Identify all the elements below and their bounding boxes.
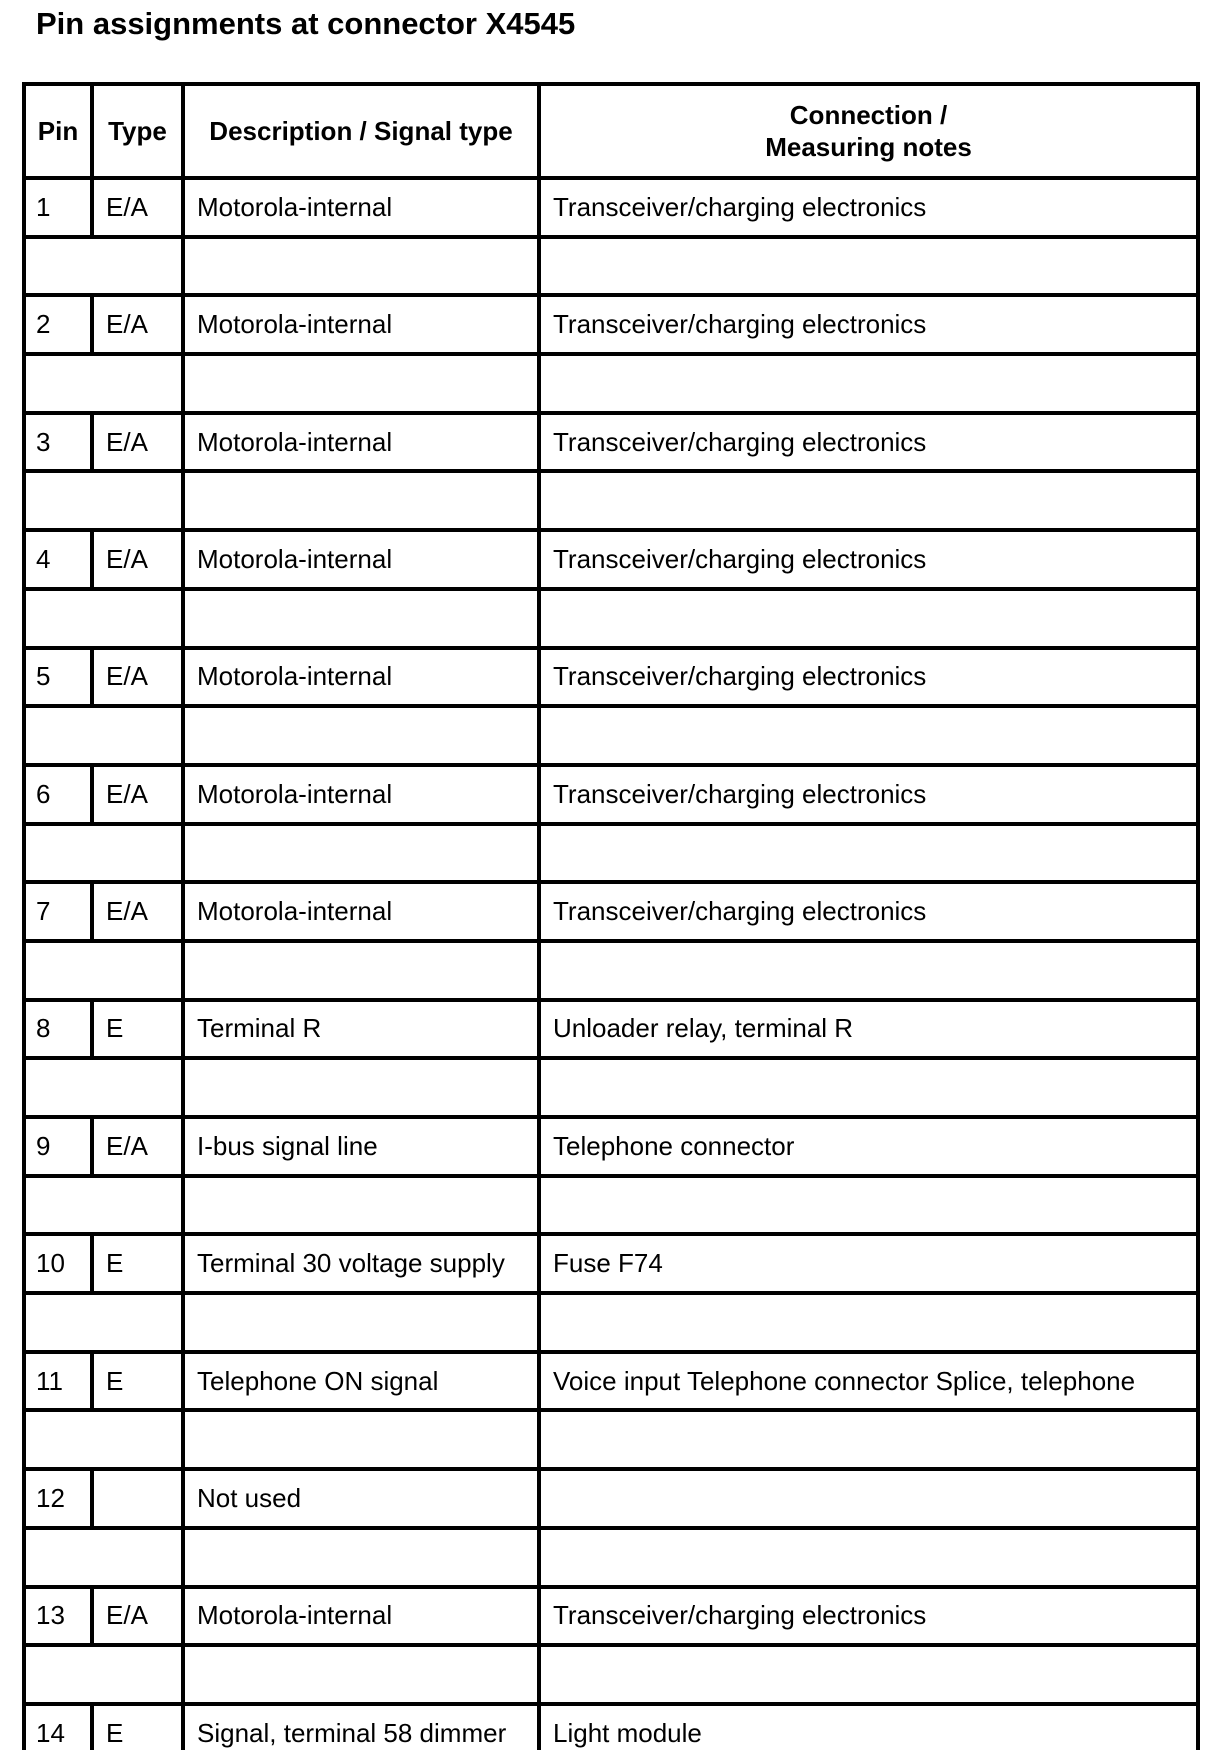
pin-cell: 9 xyxy=(26,1119,90,1174)
header-measuring-line: Measuring notes xyxy=(765,132,972,162)
spacer-cell xyxy=(541,943,1196,998)
description-cell: I-bus signal line xyxy=(185,1119,537,1174)
description-cell: Motorola-internal xyxy=(185,884,537,939)
type-cell: E/A xyxy=(94,532,181,587)
spacer-cell xyxy=(541,1647,1196,1702)
pin-cell: 12 xyxy=(26,1471,90,1526)
spacer-cell xyxy=(26,473,181,528)
header-connection-line: Connection / xyxy=(789,100,948,130)
pin-cell: 8 xyxy=(26,1002,90,1057)
type-cell: E/A xyxy=(94,415,181,470)
spacer-cell xyxy=(26,356,181,411)
type-cell: E/A xyxy=(94,650,181,705)
pin-cell: 4 xyxy=(26,532,90,587)
spacer-cell xyxy=(185,1295,537,1350)
description-cell: Motorola-internal xyxy=(185,415,537,470)
spacer-cell xyxy=(185,708,537,763)
pin-assignment-table xyxy=(22,82,1200,1750)
type-cell: E xyxy=(94,1002,181,1057)
description-cell: Telephone ON signal xyxy=(185,1354,537,1409)
spacer-cell xyxy=(26,1647,181,1702)
header-type: Type xyxy=(94,86,181,176)
description-cell: Motorola-internal xyxy=(185,532,537,587)
notes-cell: Fuse F74 xyxy=(541,1236,1196,1291)
spacer-cell xyxy=(185,356,537,411)
spacer-cell xyxy=(26,1060,181,1115)
description-cell: Motorola-internal xyxy=(185,767,537,822)
spacer-cell xyxy=(185,826,537,881)
type-cell: E xyxy=(94,1354,181,1409)
spacer-cell xyxy=(26,1295,181,1350)
spacer-cell xyxy=(26,239,181,294)
type-cell: E/A xyxy=(94,1119,181,1174)
spacer-cell xyxy=(26,826,181,881)
type-cell: E xyxy=(94,1236,181,1291)
notes-cell xyxy=(541,1471,1196,1526)
spacer-cell xyxy=(185,473,537,528)
spacer-cell xyxy=(541,356,1196,411)
notes-cell: Voice input Telephone connector Splice, telephone xyxy=(541,1354,1196,1409)
pin-cell: 3 xyxy=(26,415,90,470)
type-cell xyxy=(94,1471,181,1526)
pin-cell: 11 xyxy=(26,1354,90,1409)
pin-cell: 10 xyxy=(26,1236,90,1291)
spacer-cell xyxy=(26,1412,181,1467)
description-cell: Terminal 30 voltage supply xyxy=(185,1236,537,1291)
spacer-cell xyxy=(185,1060,537,1115)
notes-cell: Light module xyxy=(541,1706,1196,1761)
spacer-cell xyxy=(541,473,1196,528)
notes-cell: Transceiver/charging electronics xyxy=(541,884,1196,939)
description-cell: Not used xyxy=(185,1471,537,1526)
description-cell: Terminal R xyxy=(185,1002,537,1057)
type-cell: E/A xyxy=(94,884,181,939)
pin-cell: 6 xyxy=(26,767,90,822)
notes-cell: Transceiver/charging electronics xyxy=(541,415,1196,470)
spacer-cell xyxy=(26,1178,181,1233)
description-cell: Motorola-internal xyxy=(185,650,537,705)
description-cell: Motorola-internal xyxy=(185,297,537,352)
notes-cell: Transceiver/charging electronics xyxy=(541,297,1196,352)
type-cell: E xyxy=(94,1706,181,1761)
notes-cell: Telephone connector xyxy=(541,1119,1196,1174)
spacer-cell xyxy=(541,1530,1196,1585)
type-cell: E/A xyxy=(94,767,181,822)
spacer-cell xyxy=(185,1412,537,1467)
notes-cell: Transceiver/charging electronics xyxy=(541,532,1196,587)
spacer-cell xyxy=(185,239,537,294)
notes-cell: Transceiver/charging electronics xyxy=(541,767,1196,822)
spacer-cell xyxy=(541,826,1196,881)
spacer-cell xyxy=(185,1178,537,1233)
spacer-cell xyxy=(26,943,181,998)
spacer-cell xyxy=(541,1412,1196,1467)
spacer-cell xyxy=(185,1647,537,1702)
spacer-cell xyxy=(185,1530,537,1585)
spacer-cell xyxy=(26,708,181,763)
notes-cell: Transceiver/charging electronics xyxy=(541,180,1196,235)
header-connection-notes xyxy=(541,86,1196,176)
spacer-cell xyxy=(541,708,1196,763)
spacer-cell xyxy=(185,943,537,998)
spacer-cell xyxy=(26,1530,181,1585)
description-cell: Signal, terminal 58 dimmer xyxy=(185,1706,537,1761)
spacer-cell xyxy=(541,239,1196,294)
spacer-cell xyxy=(26,591,181,646)
type-cell: E/A xyxy=(94,1589,181,1644)
type-cell: E/A xyxy=(94,180,181,235)
pin-cell: 2 xyxy=(26,297,90,352)
header-pin: Pin xyxy=(26,86,90,176)
page-title: Pin assignments at connector X4545 xyxy=(36,6,576,41)
notes-cell: Transceiver/charging electronics xyxy=(541,650,1196,705)
pin-cell: 14 xyxy=(26,1706,90,1761)
spacer-cell xyxy=(541,1178,1196,1233)
description-cell: Motorola-internal xyxy=(185,1589,537,1644)
spacer-cell xyxy=(541,1295,1196,1350)
pin-cell: 5 xyxy=(26,650,90,705)
pin-cell: 7 xyxy=(26,884,90,939)
type-cell: E/A xyxy=(94,297,181,352)
pin-cell: 1 xyxy=(26,180,90,235)
notes-cell: Unloader relay, terminal R xyxy=(541,1002,1196,1057)
spacer-cell xyxy=(185,591,537,646)
description-cell: Motorola-internal xyxy=(185,180,537,235)
notes-cell: Transceiver/charging electronics xyxy=(541,1589,1196,1644)
spacer-cell xyxy=(541,1060,1196,1115)
pin-cell: 13 xyxy=(26,1589,90,1644)
spacer-cell xyxy=(541,591,1196,646)
header-description: Description / Signal type xyxy=(185,86,537,176)
